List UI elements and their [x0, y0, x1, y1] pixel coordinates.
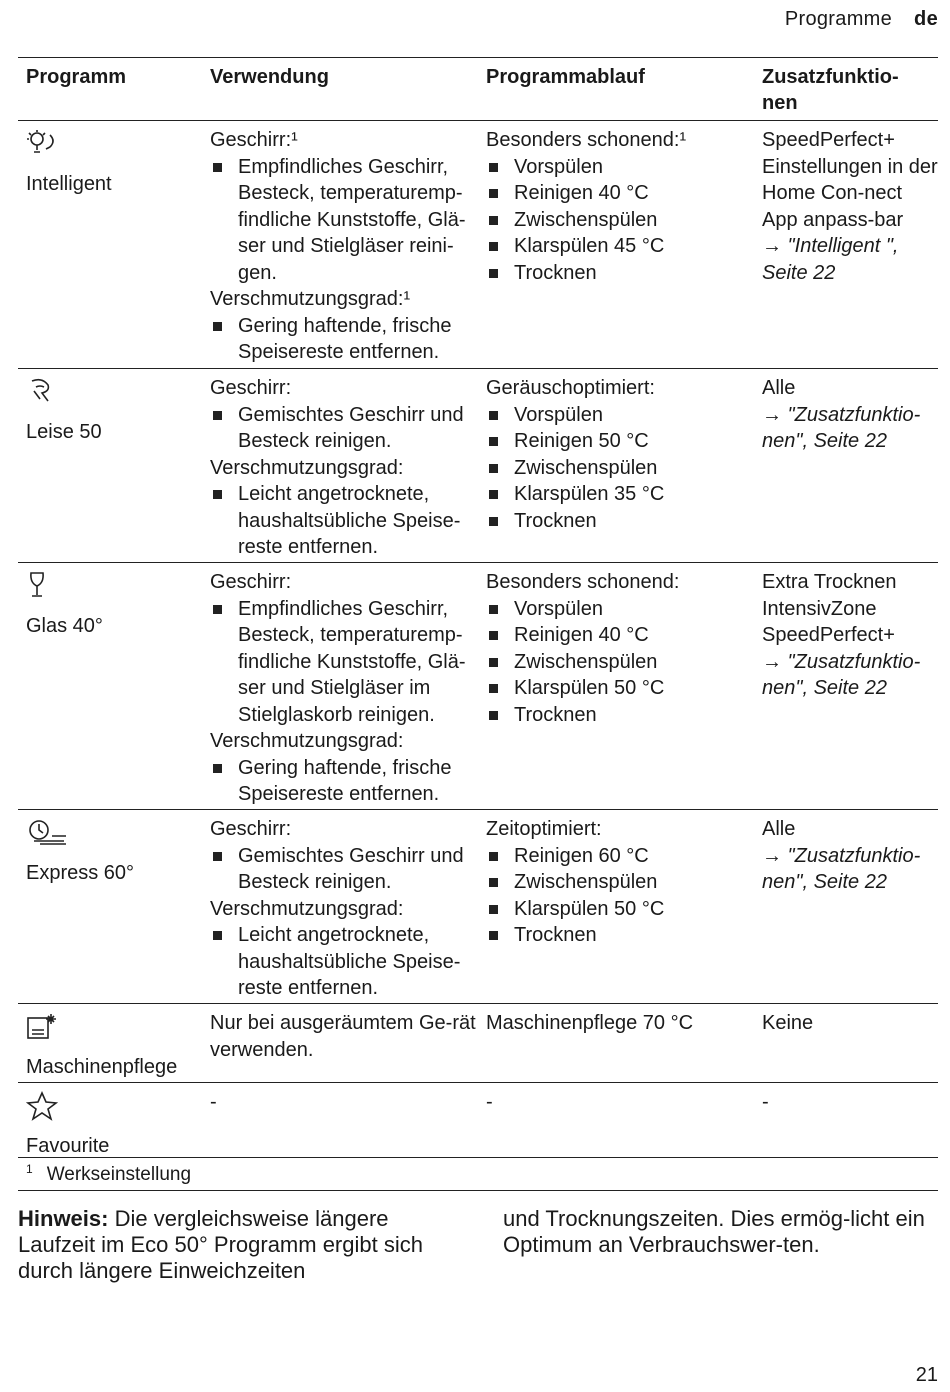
flow-label: Besonders schonend:	[486, 571, 680, 593]
use-label: Geschirr:	[210, 818, 292, 840]
flow-label: Zeitoptimiert:	[486, 818, 602, 840]
table-header	[18, 57, 938, 120]
list-item: Gemischtes Geschirr und Besteck reinigen.	[210, 402, 478, 455]
note-text-right: und Trocknungszeiten. Dies ermög-licht ein Optimum an Verbrauchswer-ten.	[503, 1206, 925, 1257]
use-text: -	[210, 1091, 217, 1113]
list-item: Trocknen	[486, 260, 754, 287]
list-item: Trocknen	[486, 922, 754, 949]
page-header	[785, 8, 938, 31]
list-item: Reinigen 60 °C	[486, 843, 754, 870]
use-label: Geschirr:	[210, 571, 292, 593]
section-title: Programme	[784, 8, 893, 30]
table-row	[18, 809, 938, 1003]
list-item: Leicht angetrocknete, haushaltsübliche Speise-reste entfernen.	[210, 922, 478, 1002]
program-name: Maschinenpflege	[26, 1056, 178, 1078]
table-row	[18, 120, 938, 368]
use-label: Verschmutzungsgrad:¹	[210, 288, 411, 310]
list-item: Vorspülen	[486, 154, 754, 181]
extra-functions: SpeedPerfect+ Einstellungen in der Home Con-nect App anpass-bar	[762, 129, 938, 231]
column-header: Programmablauf	[486, 66, 645, 88]
program-name: Glas 40°	[26, 615, 103, 637]
list-item: Reinigen 50 °C	[486, 428, 754, 455]
list-item: Trocknen	[486, 702, 754, 729]
list-item: Vorspülen	[486, 596, 754, 623]
list-item: Klarspülen 50 °C	[486, 896, 754, 923]
program-name: Favourite	[26, 1135, 110, 1157]
table-row	[18, 368, 938, 562]
list-item: Empfindliches Geschirr, Besteck, temperaturemp-findliche Kunststoffe, Glä-ser und Stielgläser reini-gen.	[210, 154, 478, 287]
use-label: Geschirr:	[210, 377, 292, 399]
list-item: Klarspülen 35 °C	[486, 481, 754, 508]
list-item: Gering haftende, frische Speisereste entfernen.	[210, 755, 478, 808]
extra-functions: Alle	[762, 377, 796, 399]
page-reference-link[interactable]: → "Zusatzfunktio-nen", Seite 22	[762, 650, 921, 699]
list-item: Zwischenspülen	[486, 455, 754, 482]
intelligent-icon	[26, 129, 202, 159]
glass-icon	[26, 571, 202, 601]
note-text-left: Die vergleichsweise längere Laufzeit im Eco 50° Programm ergibt sich durch längere Einweichzeiten	[18, 1206, 423, 1283]
use-label: Verschmutzungsgrad:	[210, 730, 404, 752]
flow-label: Besonders schonend:¹	[486, 129, 687, 151]
table-row	[18, 1003, 938, 1082]
page-reference-link[interactable]: → "Zusatzfunktio-nen", Seite 22	[762, 403, 921, 452]
use-label: Geschirr:¹	[210, 129, 298, 151]
list-item: Leicht angetrocknete, haushaltsübliche Speise-reste entfernen.	[210, 481, 478, 561]
column-header: Zusatzfunktio- nen	[762, 66, 899, 114]
note-left	[18, 1206, 458, 1284]
list-item: Zwischenspülen	[486, 207, 754, 234]
program-name: Leise 50	[26, 421, 102, 443]
use-text: Nur bei ausgeräumtem Ge-rät verwenden.	[210, 1012, 476, 1061]
page-reference-link[interactable]: → "Zusatzfunktio-nen", Seite 22	[762, 844, 921, 893]
table-row	[18, 1082, 938, 1157]
flow-text: -	[486, 1091, 493, 1113]
list-item: Zwischenspülen	[486, 649, 754, 676]
program-name: Express 60°	[26, 862, 135, 884]
program-table	[18, 57, 938, 1191]
list-item: Reinigen 40 °C	[486, 180, 754, 207]
note-title: Hinweis:	[18, 1206, 109, 1231]
program-name: Intelligent	[26, 173, 112, 195]
extra-functions: Keine	[762, 1012, 814, 1034]
machine-care-icon	[26, 1012, 202, 1042]
footnote-text: Werkseinstellung	[46, 1164, 192, 1185]
column-header: Programm	[26, 66, 127, 88]
list-item: Empfindliches Geschirr, Besteck, temperaturemp-findliche Kunststoffe, Glä-ser und Stielgläser im Stielglaskorb reinigen.	[210, 596, 478, 729]
list-item: Klarspülen 45 °C	[486, 233, 754, 260]
express-icon	[26, 818, 202, 848]
footnote-mark: 1	[26, 1162, 33, 1176]
list-item: Gemischtes Geschirr und Besteck reinigen.	[210, 843, 478, 896]
page-number: 21	[915, 1364, 938, 1386]
list-item: Klarspülen 50 °C	[486, 675, 754, 702]
extra-functions: Extra Trocknen IntensivZone SpeedPerfect+	[762, 571, 897, 646]
extra-functions: -	[762, 1091, 769, 1113]
language-code: de	[914, 8, 938, 30]
list-item: Zwischenspülen	[486, 869, 754, 896]
star-icon	[26, 1091, 202, 1121]
column-header: Verwendung	[210, 66, 329, 88]
table-footnote	[18, 1157, 938, 1191]
extra-functions: Alle	[762, 818, 796, 840]
list-item: Vorspülen	[486, 402, 754, 429]
note-right	[503, 1206, 933, 1258]
list-item: Trocknen	[486, 508, 754, 535]
use-label: Verschmutzungsgrad:	[210, 897, 404, 920]
quiet-icon	[26, 377, 202, 407]
table-row	[18, 562, 938, 809]
flow-label: Geräuschoptimiert:	[486, 377, 655, 399]
list-item: Reinigen 40 °C	[486, 622, 754, 649]
flow-text: Maschinenpflege 70 °C	[486, 1012, 694, 1034]
page-reference-link[interactable]: → "Intelligent ", Seite 22	[762, 235, 899, 284]
list-item: Gering haftende, frische Speisereste entfernen.	[210, 313, 478, 366]
use-label: Verschmutzungsgrad:	[210, 456, 404, 479]
